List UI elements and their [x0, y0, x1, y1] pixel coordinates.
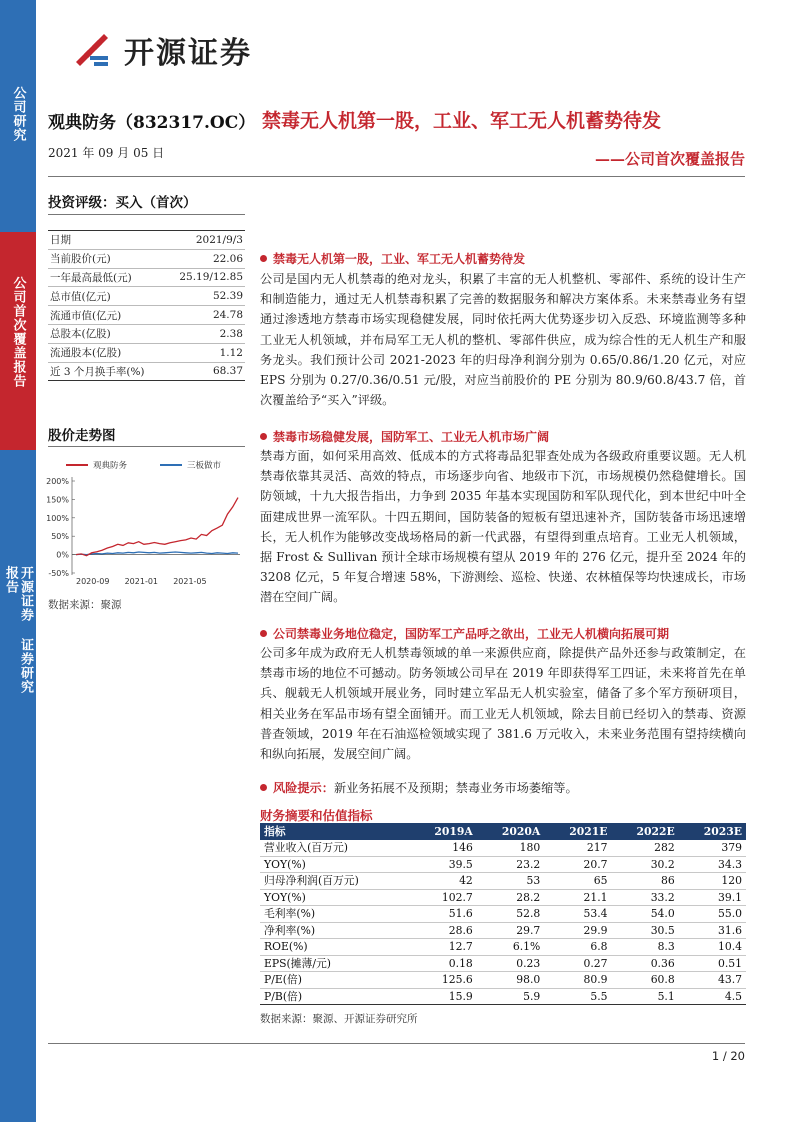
financials-cell: 0.36	[612, 955, 679, 972]
financials-row	[260, 873, 746, 890]
financials-header-cell: 2022E	[612, 823, 679, 840]
report-date: 2021 年 09 月 05 日	[48, 146, 165, 160]
section-heading-text: 禁毒无人机第一股，工业、军工无人机蓄势待发	[273, 252, 526, 266]
financials-cell: 125.6	[409, 972, 476, 989]
financials-cell: ROE(%)	[260, 939, 409, 956]
financials-row	[260, 939, 746, 956]
financials-cell: 34.3	[679, 856, 746, 873]
stock-info-row	[48, 268, 245, 287]
section-paragraph-2: 禁毒方面，如何采用高效、低成本的方式将毒品犯罪查处成为各级政府重要议题。无人机禁毒依靠其灵活、高效的特点，市场逐步向省、地级市下沉，市场规模仍然稳健增长。国防领域，十九大报告指出，力争到 2035 年基本实现国防和军队现代化，到本世纪中叶全面建成世界一流军队。十四五期间，国防装备的短板有望迅速补齐，国防装备市场迅速增长，无人机作为能够改变战场格局的新一代武器，有望得到重点培育。工业无人机领域，据 Frost & Sullivan 预计全球市场规模有望从 2019 年的 276 亿元，提升至 2024 年的 3208 亿元，5 年复合增速 58%，下游测绘、巡检、快递、农林植保等均快速成长，市场潜在空间广阔。	[260, 449, 746, 605]
stock-info-label: 流通市值(亿元)	[48, 306, 165, 325]
financials-cell: 39.5	[409, 856, 476, 873]
financials-cell: 30.5	[612, 922, 679, 939]
sidebar-label-research: 公司研究	[10, 86, 26, 142]
stock-info-value: 2021/9/3	[165, 231, 245, 250]
financials-cell: 8.3	[612, 939, 679, 956]
brand-logo-icon	[70, 28, 114, 72]
report-headline: 禁毒无人机第一股，工业、军工无人机蓄势待发	[262, 110, 662, 132]
financials-cell: 21.1	[544, 889, 611, 906]
y-tick-label: 200%	[46, 477, 69, 486]
financials-row	[260, 988, 746, 1005]
financials-cell: 55.0	[679, 906, 746, 923]
financials-row	[260, 856, 746, 873]
financials-cell: 5.1	[612, 988, 679, 1005]
financials-cell: 12.7	[409, 939, 476, 956]
y-tick-label: 50%	[51, 532, 69, 542]
brand-logo	[70, 26, 252, 74]
financials-cell: 65	[544, 873, 611, 890]
financials-cell: 0.18	[409, 955, 476, 972]
stock-info-label: 流通股本(亿股)	[48, 343, 165, 362]
section-heading-1	[260, 250, 525, 267]
financials-cell: 20.7	[544, 856, 611, 873]
y-tick-label: 150%	[46, 495, 69, 505]
stock-info-row	[48, 343, 245, 362]
financials-title: 财务摘要和估值指标	[260, 808, 373, 823]
financials-cell: 归母净利润(百万元)	[260, 873, 409, 890]
financials-row	[260, 922, 746, 939]
financials-cell: 60.8	[612, 972, 679, 989]
stock-info-label: 总股本(亿股)	[48, 324, 165, 343]
financials-cell: 86	[612, 873, 679, 890]
financials-cell: 营业收入(百万元)	[260, 840, 409, 857]
financials-cell: 4.5	[679, 988, 746, 1005]
financials-cell: 5.5	[544, 988, 611, 1005]
financials-cell: 28.6	[409, 922, 476, 939]
legend-label: 观典防务	[93, 461, 128, 471]
investment-rating: 投资评级：买入（首次）	[48, 195, 197, 211]
sidebar-label-report-type: 公司首次覆盖报告	[10, 276, 26, 388]
financials-row	[260, 906, 746, 923]
risk-warning	[260, 779, 578, 796]
financials-cell: 31.6	[679, 922, 746, 939]
financials-cell: YOY(%)	[260, 856, 409, 873]
financials-row	[260, 840, 746, 857]
section-heading-text: 公司禁毒业务地位稳定，国防军工产品呼之欲出，工业无人机横向拓展可期	[273, 627, 670, 641]
financials-cell: 102.7	[409, 889, 476, 906]
series-line-sanban	[76, 552, 238, 555]
financials-header-cell: 2020A	[477, 823, 544, 840]
rating-divider	[48, 214, 245, 215]
financials-cell: 29.9	[544, 922, 611, 939]
brand-name: 开源证券	[124, 36, 252, 71]
financials-cell: 15.9	[409, 988, 476, 1005]
risk-label: 风险提示：	[273, 781, 334, 795]
trend-chart-source: 数据来源：聚源	[48, 599, 122, 611]
x-tick-label: 2021-05	[173, 577, 207, 586]
sidebar-label-brand: 开源证券 证券研究报告	[3, 566, 33, 694]
financials-cell: 23.2	[477, 856, 544, 873]
financials-cell: 0.23	[477, 955, 544, 972]
financials-cell: P/E(倍)	[260, 972, 409, 989]
financials-cell: 6.8	[544, 939, 611, 956]
header-divider	[48, 176, 745, 177]
stock-info-label: 日期	[48, 231, 165, 250]
stock-info-table	[48, 230, 245, 381]
section-paragraph-1: 公司是国内无人机禁毒的绝对龙头，积累了丰富的无人机整机、零部件、系统的设计生产和制造能力，通过无人机禁毒积累了完善的数据服务和解决方案体系。未来禁毒业务有望通过渗透地方禁毒市场实现稳健发展，同时依托两大优势逐步切入反恐、环境监测等多种工业无人机领域，并布局军工无人机的整机、零部件供应，成为综合性的无人机生产和服务龙头。我们预计公司 2021-2023 年的归母净利润分别为 0.65/0.86/1.20 亿元，对应 EPS 分别为 0.27/0.36/0.51 元/股，对应当前股价的 PE 分别为 80.9/60.8/43.7 倍，首次覆盖给予“买入”评级。	[260, 272, 746, 408]
x-tick-label: 2020-09	[76, 577, 110, 586]
stock-info-value: 68.37	[165, 362, 245, 381]
stock-info-label: 总市值(亿元)	[48, 287, 165, 306]
financials-header-cell: 2021E	[544, 823, 611, 840]
trend-divider	[48, 446, 245, 447]
stock-info-value: 52.39	[165, 287, 245, 306]
report-subtitle: ——公司首次覆盖报告	[594, 150, 745, 168]
financials-header-cell: 2023E	[679, 823, 746, 840]
financials-source: 数据来源：聚源、开源证券研究所	[260, 1013, 418, 1025]
financials-cell: 217	[544, 840, 611, 857]
financials-cell: 29.7	[477, 922, 544, 939]
financials-cell: 98.0	[477, 972, 544, 989]
section-heading-3	[260, 625, 669, 642]
financials-cell: EPS(摊薄/元)	[260, 955, 409, 972]
financials-cell: 28.2	[477, 889, 544, 906]
company-name: 观典防务（832317.OC）	[48, 113, 256, 133]
financials-row	[260, 972, 746, 989]
financials-cell: 120	[679, 873, 746, 890]
financials-cell: 30.2	[612, 856, 679, 873]
financials-cell: 5.9	[477, 988, 544, 1005]
section-heading-2	[260, 428, 549, 445]
financials-cell: 6.1%	[477, 939, 544, 956]
risk-text: 新业务拓展不及预期；禁毒业务市场萎缩等。	[333, 781, 578, 795]
financials-header-cell: 指标	[260, 823, 409, 840]
price-trend-chart	[42, 455, 247, 590]
financials-row	[260, 955, 746, 972]
stock-info-label: 当前股价(元)	[48, 249, 165, 268]
financials-cell: 52.8	[477, 906, 544, 923]
financials-table	[260, 823, 746, 1005]
y-tick-label: 100%	[46, 513, 69, 523]
stock-info-row	[48, 287, 245, 306]
stock-info-row	[48, 249, 245, 268]
y-tick-label: -50%	[48, 569, 69, 578]
financials-cell: 0.27	[544, 955, 611, 972]
bullet-icon	[260, 784, 267, 791]
y-tick-label: 0%	[56, 550, 69, 560]
financials-row	[260, 889, 746, 906]
stock-info-value: 2.38	[165, 324, 245, 343]
bullet-icon	[260, 433, 267, 440]
stock-info-row	[48, 362, 245, 381]
financials-cell: 180	[477, 840, 544, 857]
stock-info-value: 22.06	[165, 249, 245, 268]
financials-cell: 282	[612, 840, 679, 857]
financials-cell: 80.9	[544, 972, 611, 989]
financials-cell: 33.2	[612, 889, 679, 906]
financials-cell: 53.4	[544, 906, 611, 923]
series-line-guandian	[76, 498, 238, 556]
bullet-icon	[260, 630, 267, 637]
financials-cell: 54.0	[612, 906, 679, 923]
stock-info-row	[48, 324, 245, 343]
legend-label: 三板做市	[187, 461, 222, 471]
stock-info-label: 近 3 个月换手率(%)	[48, 362, 165, 381]
section-paragraph-3: 公司多年成为政府无人机禁毒领域的单一来源供应商，除提供产品外还参与政策制定，在禁毒市场的地位不可撼动。防务领域公司早在 2019 年即获得军工四证，未来将首先在单兵、舰载无人机领域开展业务，同时建立军品无人机实验室，储备了多个军方预研项目，相关业务在军品市场有望全面铺开。而工业无人机领域，除去目前已经切入的禁毒、资源普查领域，2019 年在石油巡检领域实现了 381.6 万元收入，未来业务范围有望持续横向和纵向拓展，发展空间广阔。	[260, 646, 746, 762]
financials-cell: 51.6	[409, 906, 476, 923]
financials-cell: P/B(倍)	[260, 988, 409, 1005]
financials-cell: 42	[409, 873, 476, 890]
footer-divider	[48, 1043, 745, 1044]
financials-cell: YOY(%)	[260, 889, 409, 906]
financials-cell: 146	[409, 840, 476, 857]
bullet-icon	[260, 255, 267, 262]
stock-info-value: 1.12	[165, 343, 245, 362]
section-heading-text: 禁毒市场稳健发展，国防军工、工业无人机市场广阔	[273, 430, 550, 444]
stock-info-row	[48, 306, 245, 325]
x-tick-label: 2021-01	[124, 577, 159, 586]
stock-info-row	[48, 231, 245, 250]
financials-header-cell: 2019A	[409, 823, 476, 840]
financials-cell: 53	[477, 873, 544, 890]
financials-cell: 43.7	[679, 972, 746, 989]
financials-cell: 0.51	[679, 955, 746, 972]
financials-cell: 10.4	[679, 939, 746, 956]
financials-cell: 379	[679, 840, 746, 857]
stock-info-label: 一年最高最低(元)	[48, 268, 165, 287]
financials-cell: 39.1	[679, 889, 746, 906]
stock-info-value: 25.19/12.85	[165, 268, 245, 287]
page-number: 1 / 20	[711, 1049, 745, 1063]
trend-chart-title: 股价走势图	[48, 428, 116, 444]
stock-info-value: 24.78	[165, 306, 245, 325]
financials-cell: 净利率(%)	[260, 922, 409, 939]
financials-cell: 毛利率(%)	[260, 906, 409, 923]
